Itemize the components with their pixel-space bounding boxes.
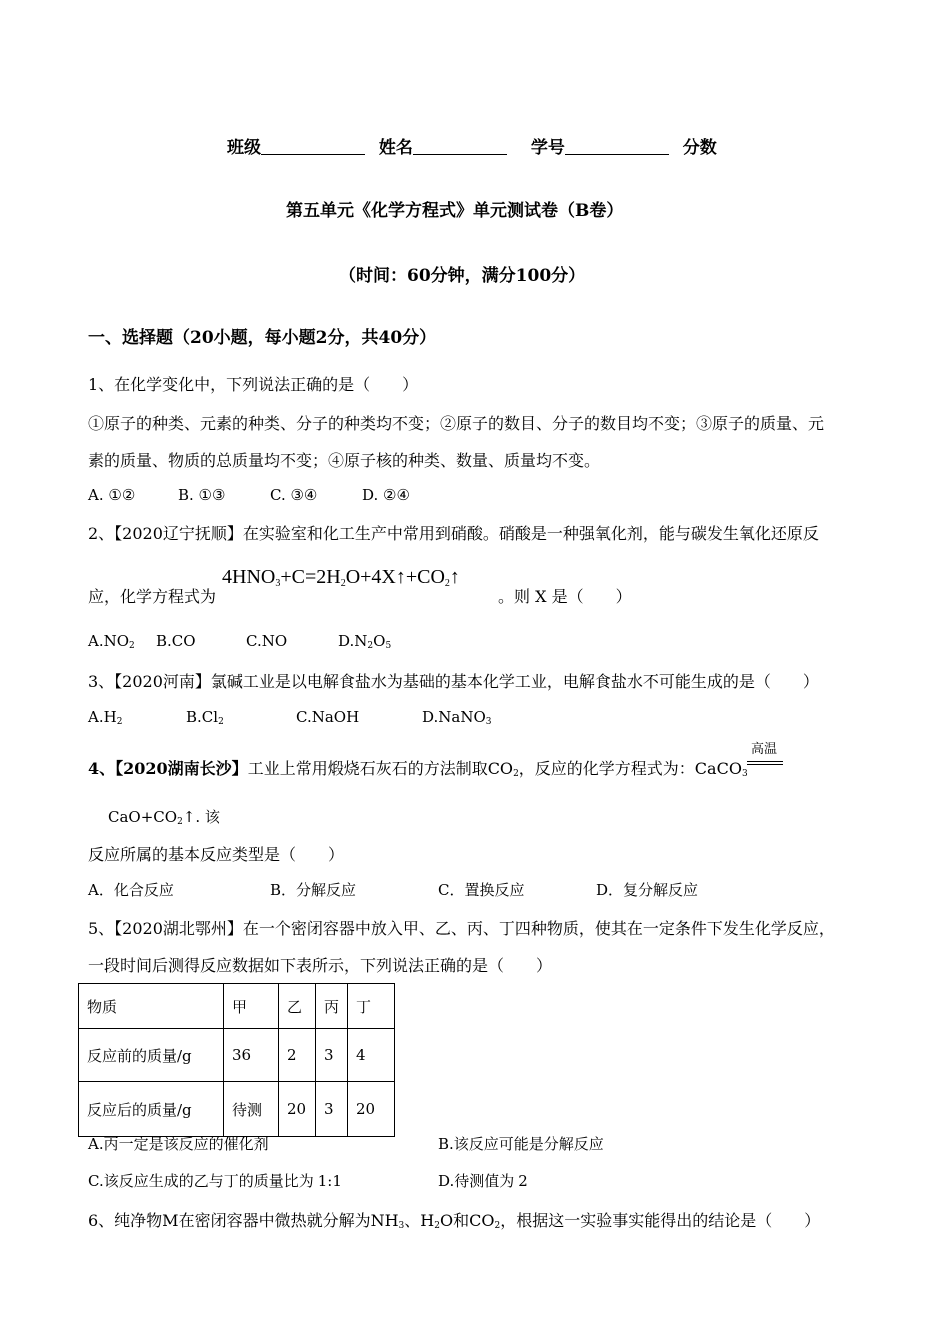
q1-option-c[interactable]: C. ③④ <box>270 486 318 504</box>
q3-option-c[interactable]: C.NaOH <box>296 708 360 726</box>
table-cell: 20 <box>279 1082 316 1137</box>
q2-option-a[interactable]: A.NO2 <box>88 632 135 651</box>
q5-data-table <box>78 983 395 1137</box>
table-cell: 反应前的质量/g <box>79 1029 224 1082</box>
table-row <box>79 984 395 1029</box>
q2-option-d[interactable]: D.N2O5 <box>338 632 392 651</box>
table-header-cell: 丙 <box>316 984 348 1029</box>
name-label: 姓名 <box>378 138 413 158</box>
q1-statements-line1: ①原子的种类、元素的种类、分子的种类均不变；②原子的数目、分子的数目均不变；③原子的质量、元 <box>88 414 825 433</box>
section-heading: 一、选择题（20小题，每小题2分，共40分） <box>88 328 437 348</box>
q1-stem: 1、在化学变化中，下列说法正确的是（ ） <box>88 375 419 394</box>
table-header-cell: 甲 <box>224 984 279 1029</box>
table-cell: 36 <box>224 1029 279 1082</box>
q4-condition-label: 高温 <box>751 742 778 757</box>
q4-option-c[interactable]: C．置换反应 <box>438 881 525 899</box>
q3-option-b[interactable]: B.Cl2 <box>186 708 224 727</box>
q1-statements-line2: 素的质量、物质的总质量均不变；④原子核的种类、数量、质量均不变。 <box>88 451 601 470</box>
q5-option-d[interactable]: D.待测值为 2 <box>438 1172 528 1190</box>
table-header-cell: 物质 <box>79 984 224 1029</box>
q4-stem-line2: 反应所属的基本反应类型是（ ） <box>88 845 345 864</box>
table-cell: 3 <box>316 1082 348 1137</box>
q4-stem: 4、【2020湖南长沙】工业上常用煅烧石灰石的方法制取CO2，反应的化学方程式为：CaCO3 <box>88 759 748 779</box>
table-row <box>79 1082 395 1137</box>
q5-option-b[interactable]: B.该反应可能是分解反应 <box>438 1135 604 1153</box>
q2-prefix: 应，化学方程式为 <box>88 587 217 606</box>
q1-option-b[interactable]: B. ①③ <box>178 486 226 504</box>
table-row <box>79 1029 395 1082</box>
table-cell: 3 <box>316 1029 348 1082</box>
q4-reaction-arrow <box>747 761 783 765</box>
q4-option-b[interactable]: B．分解反应 <box>270 881 357 899</box>
q5-option-c[interactable]: C.该反应生成的乙与丁的质量比为 1:1 <box>88 1172 342 1190</box>
q4-option-d[interactable]: D．复分解反应 <box>596 881 699 899</box>
q1-option-d[interactable]: D. ②④ <box>362 486 410 504</box>
table-cell: 20 <box>348 1082 395 1137</box>
table-header-cell: 丁 <box>348 984 395 1029</box>
q3-option-d[interactable]: D.NaNO3 <box>422 708 492 727</box>
q2-suffix: 。则 X 是（ ） <box>498 587 632 606</box>
q5-option-a[interactable]: A.丙一定是该反应的催化剂 <box>88 1135 269 1153</box>
time-info: （时间：60分钟，满分100分） <box>339 266 586 286</box>
q2-stem: 2、【2020辽宁抚顺】在实验室和化工生产中常用到硝酸。硝酸是一种强氧化剂，能与碳发生氧化还原反 <box>88 524 819 543</box>
table-cell: 待测 <box>224 1082 279 1137</box>
q1-option-a[interactable]: A. ①② <box>88 486 136 504</box>
q2-option-c[interactable]: C.NO <box>246 632 288 650</box>
header-fields <box>227 133 717 158</box>
q5-stem-line2: 一段时间后测得反应数据如下表所示，下列说法正确的是（ ） <box>88 956 553 975</box>
table-header-cell: 乙 <box>279 984 316 1029</box>
q2-equation: $4HNO_3+C=2H_2O+4X↑+CO_2↑$ <box>222 566 460 589</box>
q4-product: CaO+CO2↑. 该 <box>108 808 220 827</box>
name-blank[interactable] <box>413 140 507 155</box>
table-cell: 4 <box>348 1029 395 1082</box>
q5-stem: 5、【2020湖北鄂州】在一个密闭容器中放入甲、乙、丙、丁四种物质，使其在一定条件下发生化学反应， <box>88 919 835 938</box>
page-title: 第五单元《化学方程式》单元测试卷（B卷） <box>286 201 624 221</box>
id-blank[interactable] <box>565 140 669 155</box>
table-cell: 反应后的质量/g <box>79 1082 224 1137</box>
id-label: 学号 <box>530 138 565 158</box>
q2-option-b[interactable]: B.CO <box>156 632 196 650</box>
q4-option-a[interactable]: A．化合反应 <box>88 881 174 899</box>
table-cell: 2 <box>279 1029 316 1082</box>
q3-stem: 3、【2020河南】氯碱工业是以电解食盐水为基础的基本化学工业，电解食盐水不可能生成的是（ ） <box>88 672 819 691</box>
q3-option-a[interactable]: A.H2 <box>88 708 123 727</box>
class-blank[interactable] <box>261 140 365 155</box>
q6-stem: 6、纯净物M在密闭容器中微热就分解为NH3、H2O和CO2，根据这一实验事实能得出的结论是（ ） <box>88 1211 821 1231</box>
score-label: 分数 <box>682 138 717 158</box>
class-label: 班级 <box>227 138 261 158</box>
